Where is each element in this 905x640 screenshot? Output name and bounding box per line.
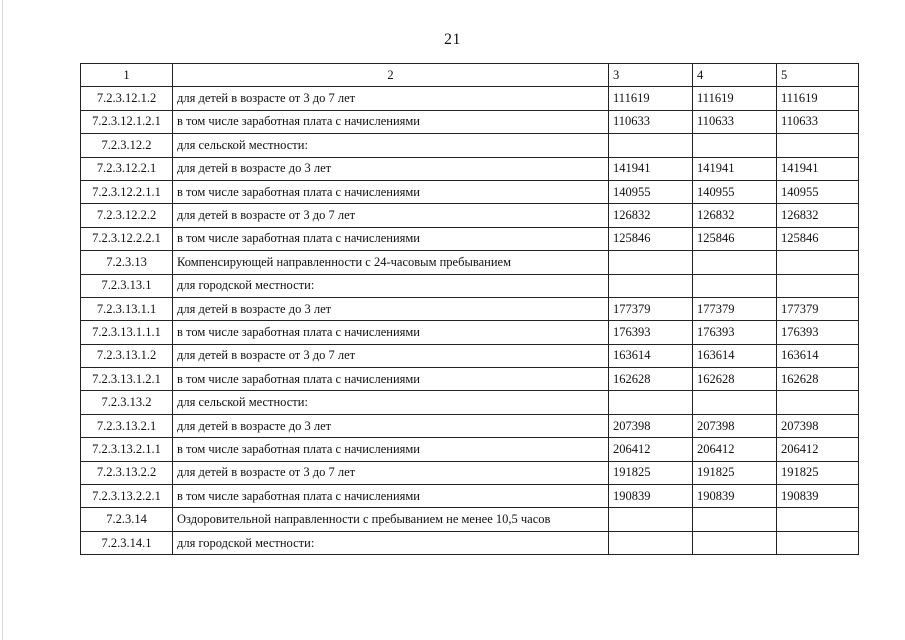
table-row [81, 368, 859, 391]
row-value-col5 [777, 531, 859, 554]
row-value-col4: 126832 [693, 204, 777, 227]
row-value-col5 [777, 251, 859, 274]
table-body [81, 87, 859, 555]
row-value-col5 [777, 274, 859, 297]
row-code: 7.2.3.13 [81, 251, 173, 274]
row-code: 7.2.3.12.2.2.1 [81, 227, 173, 250]
row-value-col3: 140955 [609, 180, 693, 203]
row-code: 7.2.3.13.1 [81, 274, 173, 297]
row-value-col3 [609, 508, 693, 531]
row-value-col4 [693, 391, 777, 414]
row-value-col5: 111619 [777, 87, 859, 110]
row-description: для сельской местности: [173, 134, 609, 157]
row-value-col4 [693, 508, 777, 531]
row-description: для городской местности: [173, 531, 609, 554]
row-value-col4 [693, 251, 777, 274]
row-code: 7.2.3.14.1 [81, 531, 173, 554]
row-code: 7.2.3.13.2.1 [81, 414, 173, 437]
row-code: 7.2.3.12.2.1 [81, 157, 173, 180]
table-row [81, 461, 859, 484]
row-value-col4: 177379 [693, 297, 777, 320]
row-code: 7.2.3.12.2 [81, 134, 173, 157]
table-row [81, 508, 859, 531]
row-value-col4: 176393 [693, 321, 777, 344]
row-description: в том числе заработная плата с начислениями [173, 485, 609, 508]
table-row [81, 344, 859, 367]
row-value-col5: 126832 [777, 204, 859, 227]
row-description: для детей в возрасте до 3 лет [173, 157, 609, 180]
row-value-col3: 176393 [609, 321, 693, 344]
row-value-col3: 190839 [609, 485, 693, 508]
table-row [81, 110, 859, 133]
row-value-col4: 206412 [693, 438, 777, 461]
row-value-col5 [777, 508, 859, 531]
table-row [81, 274, 859, 297]
column-header-5: 5 [777, 64, 859, 87]
row-value-col3: 126832 [609, 204, 693, 227]
row-code: 7.2.3.13.2.2.1 [81, 485, 173, 508]
row-description: для детей в возрасте до 3 лет [173, 297, 609, 320]
row-description: для детей в возрасте до 3 лет [173, 414, 609, 437]
row-description: в том числе заработная плата с начислениями [173, 180, 609, 203]
table-row [81, 414, 859, 437]
row-description: Оздоровительной направленности с пребыванием не менее 10,5 часов [173, 508, 609, 531]
row-value-col5: 110633 [777, 110, 859, 133]
row-value-col3: 177379 [609, 297, 693, 320]
row-code: 7.2.3.13.1.2 [81, 344, 173, 367]
column-header-4: 4 [693, 64, 777, 87]
row-value-col4: 110633 [693, 110, 777, 133]
row-code: 7.2.3.14 [81, 508, 173, 531]
row-description: в том числе заработная плата с начислениями [173, 227, 609, 250]
row-value-col5: 125846 [777, 227, 859, 250]
column-header-1: 1 [81, 64, 173, 87]
row-description: для детей в возрасте от 3 до 7 лет [173, 204, 609, 227]
row-code: 7.2.3.12.2.2 [81, 204, 173, 227]
row-value-col5: 207398 [777, 414, 859, 437]
row-code: 7.2.3.13.1.1 [81, 297, 173, 320]
row-value-col4: 125846 [693, 227, 777, 250]
row-value-col3: 141941 [609, 157, 693, 180]
row-value-col5: 206412 [777, 438, 859, 461]
row-value-col4: 163614 [693, 344, 777, 367]
table-row [81, 251, 859, 274]
row-value-col5: 162628 [777, 368, 859, 391]
row-value-col3: 125846 [609, 227, 693, 250]
row-description: в том числе заработная плата с начислениями [173, 368, 609, 391]
column-header-2: 2 [173, 64, 609, 87]
row-description: для городской местности: [173, 274, 609, 297]
scan-edge-line [2, 0, 3, 640]
row-description: для сельской местности: [173, 391, 609, 414]
row-value-col5: 140955 [777, 180, 859, 203]
table-row [81, 157, 859, 180]
row-code: 7.2.3.13.2.1.1 [81, 438, 173, 461]
table-row [81, 321, 859, 344]
row-code: 7.2.3.13.2 [81, 391, 173, 414]
tariff-table [80, 63, 859, 555]
row-description: для детей в возрасте от 3 до 7 лет [173, 461, 609, 484]
row-code: 7.2.3.12.1.2 [81, 87, 173, 110]
row-value-col5: 141941 [777, 157, 859, 180]
table-row [81, 87, 859, 110]
table-row [81, 531, 859, 554]
table-row [81, 134, 859, 157]
page-number: 21 [444, 31, 461, 48]
row-value-col5: 191825 [777, 461, 859, 484]
table-row [81, 438, 859, 461]
table-row [81, 391, 859, 414]
row-description: в том числе заработная плата с начислениями [173, 321, 609, 344]
table-row [81, 485, 859, 508]
row-description: для детей в возрасте от 3 до 7 лет [173, 344, 609, 367]
table-row [81, 204, 859, 227]
row-value-col4: 140955 [693, 180, 777, 203]
row-description: в том числе заработная плата с начислениями [173, 438, 609, 461]
row-value-col5 [777, 134, 859, 157]
row-value-col4 [693, 134, 777, 157]
row-code: 7.2.3.13.1.1.1 [81, 321, 173, 344]
row-value-col3 [609, 531, 693, 554]
row-code: 7.2.3.12.2.1.1 [81, 180, 173, 203]
row-value-col3: 191825 [609, 461, 693, 484]
row-value-col4: 162628 [693, 368, 777, 391]
row-value-col3 [609, 134, 693, 157]
row-value-col3: 206412 [609, 438, 693, 461]
row-value-col4: 141941 [693, 157, 777, 180]
row-value-col3 [609, 391, 693, 414]
row-code: 7.2.3.13.2.2 [81, 461, 173, 484]
row-value-col3: 207398 [609, 414, 693, 437]
row-value-col5: 176393 [777, 321, 859, 344]
row-value-col3: 110633 [609, 110, 693, 133]
row-value-col4: 207398 [693, 414, 777, 437]
row-value-col5: 177379 [777, 297, 859, 320]
row-value-col3: 162628 [609, 368, 693, 391]
row-code: 7.2.3.12.1.2.1 [81, 110, 173, 133]
row-description: Компенсирующей направленности с 24-часовым пребыванием [173, 251, 609, 274]
table-row [81, 297, 859, 320]
row-value-col5 [777, 391, 859, 414]
column-header-3: 3 [609, 64, 693, 87]
row-value-col4 [693, 274, 777, 297]
row-value-col3 [609, 251, 693, 274]
row-value-col4: 191825 [693, 461, 777, 484]
table-row [81, 227, 859, 250]
table-row [81, 180, 859, 203]
row-description: для детей в возрасте от 3 до 7 лет [173, 87, 609, 110]
row-value-col3 [609, 274, 693, 297]
row-value-col3: 111619 [609, 87, 693, 110]
row-description: в том числе заработная плата с начислениями [173, 110, 609, 133]
table-header-row [81, 64, 859, 87]
row-value-col4: 111619 [693, 87, 777, 110]
row-code: 7.2.3.13.1.2.1 [81, 368, 173, 391]
row-value-col4: 190839 [693, 485, 777, 508]
row-value-col5: 190839 [777, 485, 859, 508]
row-value-col4 [693, 531, 777, 554]
row-value-col3: 163614 [609, 344, 693, 367]
row-value-col5: 163614 [777, 344, 859, 367]
